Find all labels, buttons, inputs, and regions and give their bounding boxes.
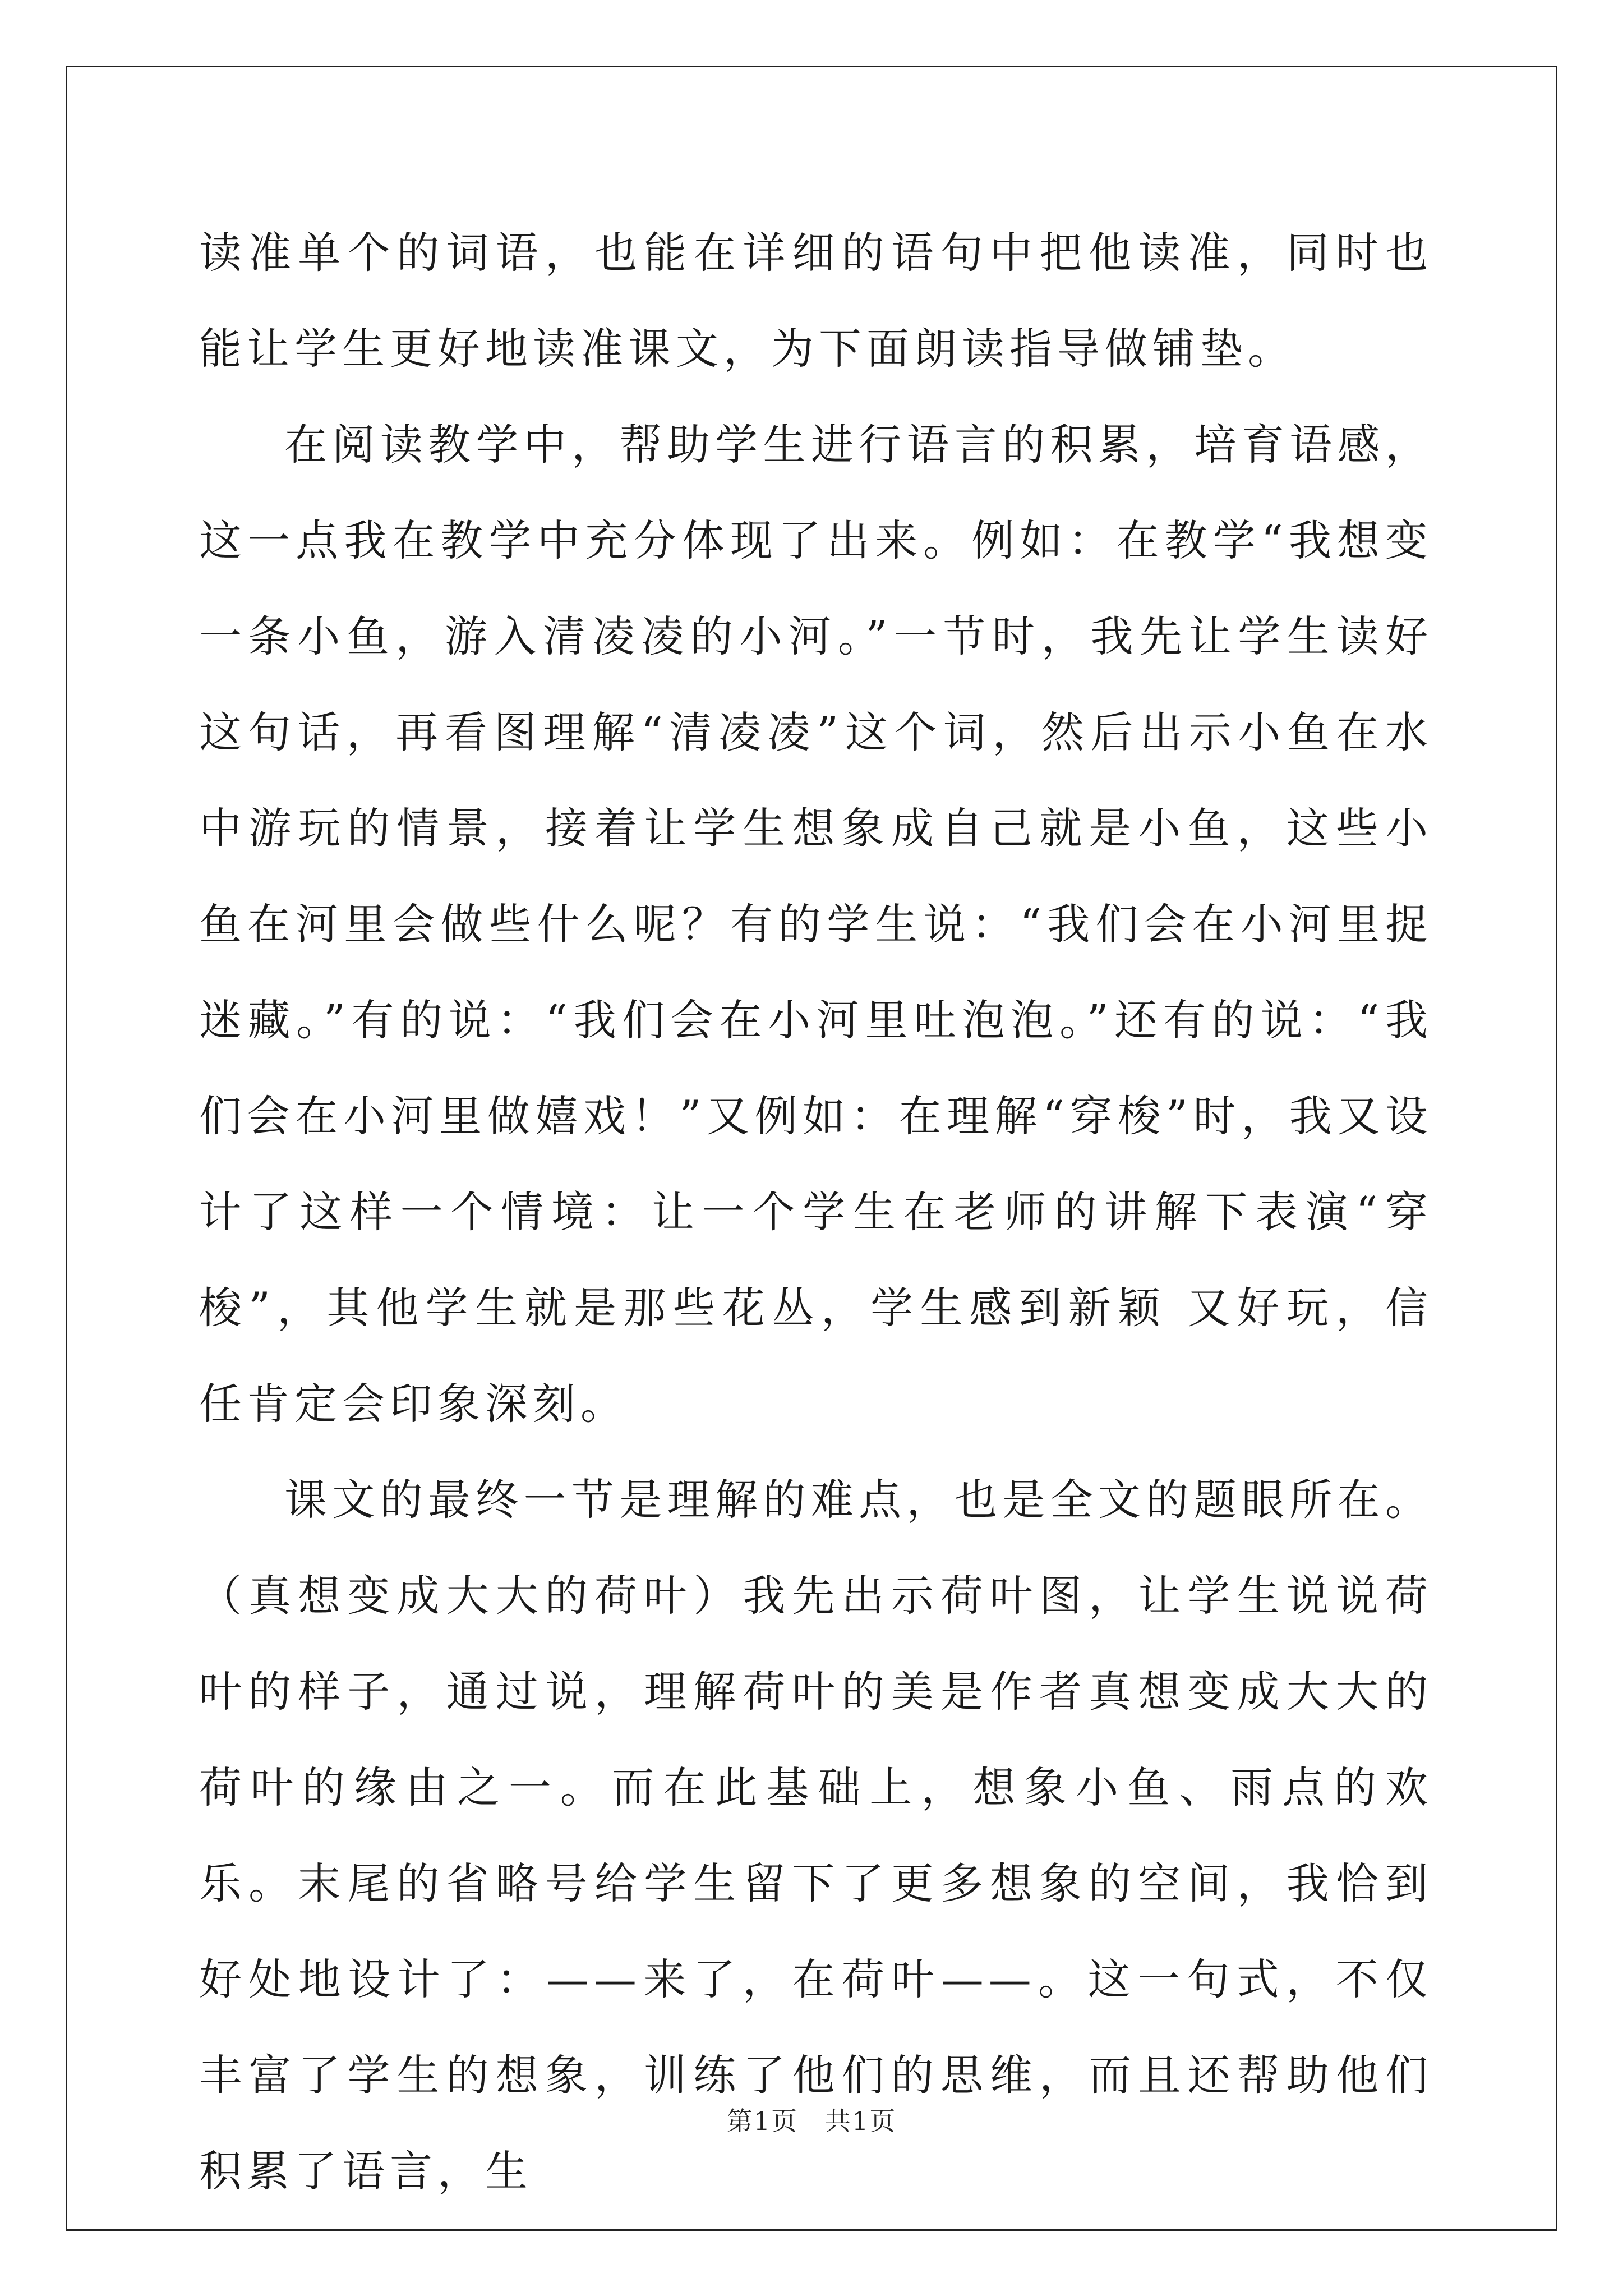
page-number-footer: 第1页 共1页 [726,2106,897,2136]
paragraph-2: 在阅读教学中，帮助学生进行语言的积累，培育语感，这一点我在教学中充分体现了出来。例如：在教学“我想变一条小鱼，游入清凌凌的小河。”一节时，我先让学生读好这句话，再看图理解“清凌凌”这个词，然后出示小鱼在水中游玩的情景，接着让学生想象成自己就是小鱼，这些小鱼在河里会做些什么呢？有的学生说：“我们会在小河里捉迷藏。”有的说：“我们会在小河里吐泡泡。”还有的说：“我们会在小河里做嬉戏！”又例如：在理解“穿梭”时，我又设计了这样一个情境：让一个学生在老师的讲解下表演“穿梭”，其他学生就是那些花丛，学生感到新颖 又好玩，信任肯定会印象深刻。 [199,420,1433,1429]
paragraph-3: 课文的最终一节是理解的难点，也是全文的题眼所在。（真想变成大大的荷叶）我先出示荷叶图，让学生说说荷叶的样子，通过说，理解荷叶的美是作者真想变成大大的荷叶的缘由之一。而在此基础上，想象小鱼、雨点的欢乐。末尾的省略号给学生留下了更多想象的空间，我恰到好处地设计了：——来了，在荷叶——。这一句式，不仅丰富了学生的想象，训练了他们的思维，而且还帮助他们积累了语言，生 [199,1475,1433,2196]
document-body [199,205,1433,2219]
paragraph-1: 读准单个的词语，也能在详细的语句中把他读准，同时也能让学生更好地读准课文，为下面朗读指导做铺垫。 [199,228,1433,374]
